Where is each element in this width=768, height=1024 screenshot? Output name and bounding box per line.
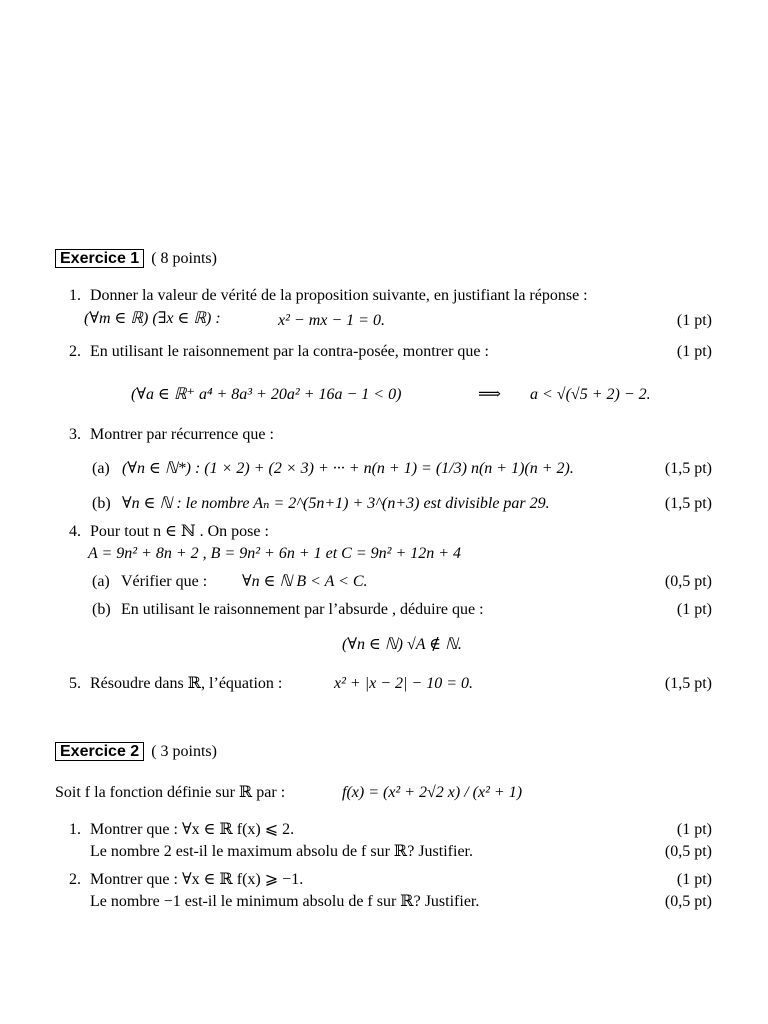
ex2-q2-line2: Le nombre −1 est-il le minimum absolu de f sur ℝ? Justifier. (90, 893, 480, 910)
ex2-q2-number: 2. (69, 871, 81, 888)
ex1-q1-formula-quantifiers: (∀m ∈ ℝ) (∃x ∈ ℝ) : (84, 310, 221, 327)
ex1-q4b-formula: (∀n ∈ ℕ) √A ∉ ℕ. (342, 636, 462, 653)
ex2-q2-points2: (0,5 pt) (664, 893, 712, 910)
ex2-intro-text: Soit f la fonction définie sur ℝ par : (55, 784, 286, 801)
ex2-q1-line1: Montrer que : ∀x ∈ ℝ f(x) ⩽ 2. (90, 821, 295, 838)
exercise-2-points: ( 3 points) (151, 743, 217, 760)
ex1-q4-number: 4. (69, 523, 81, 540)
ex1-q4a-formula: ∀n ∈ ℕ B < A < C. (242, 573, 368, 590)
ex1-q5-points: (1,5 pt) (664, 675, 712, 692)
exercise-1-header (55, 249, 217, 269)
ex1-q3a-label: (a) (92, 460, 110, 477)
ex1-q2-formula-left: (∀a ∈ ℝ⁺ a⁴ + 8a³ + 20a² + 16a − 1 < 0) (131, 386, 402, 403)
ex1-q3b-formula: ∀n ∈ ℕ : le nombre Aₙ = 2^(5n+1) + 3^(n+3) est divisible par 29. (122, 495, 550, 512)
ex2-q1-points1: (1 pt) (676, 821, 712, 838)
ex1-q2-text: En utilisant le raisonnement par la contra-posée, montrer que : (90, 343, 489, 360)
ex1-q3b-label: (b) (92, 495, 111, 512)
ex1-q1-points: (1 pt) (676, 312, 712, 329)
ex1-q3-text: Montrer par récurrence que : (90, 426, 274, 443)
ex1-q3a-formula: (∀n ∈ ℕ*) : (1 × 2) + (2 × 3) + ··· + n(n + 1) = (1/3) n(n + 1)(n + 2). (122, 460, 574, 477)
ex1-q5-formula: x² + |x − 2| − 10 = 0. (334, 675, 473, 692)
ex2-q1-points2: (0,5 pt) (664, 843, 712, 860)
ex1-q4-definitions: A = 9n² + 8n + 2 , B = 9n² + 6n + 1 et C = 9n² + 12n + 4 (88, 545, 462, 562)
ex1-q4a-points: (0,5 pt) (664, 573, 712, 590)
ex2-q2-line1: Montrer que : ∀x ∈ ℝ f(x) ⩾ −1. (90, 871, 304, 888)
ex1-q4-text: Pour tout n ∈ ℕ . On pose : (90, 523, 269, 540)
ex2-q1-number: 1. (69, 821, 81, 838)
exercise-2-header (55, 742, 217, 762)
ex1-q2-points: (1 pt) (676, 343, 712, 360)
ex1-q4b-points: (1 pt) (676, 601, 712, 618)
ex1-q4a-label: (a) (92, 573, 110, 590)
ex1-q5-text: Résoudre dans ℝ, l’équation : (90, 675, 283, 692)
ex1-q2-formula-right: a < √(√5 + 2) − 2. (530, 386, 651, 403)
ex2-q2-points1: (1 pt) (676, 871, 712, 888)
ex1-q1-formula-equation: x² − mx − 1 = 0. (278, 312, 385, 329)
ex1-q5-number: 5. (69, 675, 81, 692)
ex1-q2-number: 2. (69, 343, 81, 360)
exercise-1-label: Exercice 1 (55, 249, 144, 268)
ex1-q4a-text: Vérifier que : (121, 573, 208, 590)
exercise-1-points: ( 8 points) (151, 250, 217, 267)
ex1-q1-text: Donner la valeur de vérité de la proposition suivante, en justifiant la réponse : (90, 287, 588, 304)
ex2-function-formula: f(x) = (x² + 2√2 x) / (x² + 1) (342, 784, 523, 801)
ex1-q3b-points: (1,5 pt) (664, 495, 712, 512)
ex1-q3a-points: (1,5 pt) (664, 460, 712, 477)
ex1-q2-implies: ⟹ (478, 386, 501, 403)
ex1-q4b-label: (b) (92, 601, 111, 618)
ex1-q4b-text: En utilisant le raisonnement par l’absurde , déduire que : (121, 601, 484, 618)
ex1-q1-number: 1. (69, 287, 81, 304)
ex1-q3-number: 3. (69, 426, 81, 443)
ex2-q1-line2: Le nombre 2 est-il le maximum absolu de f sur ℝ? Justifier. (90, 843, 473, 860)
exercise-2-label: Exercice 2 (55, 742, 144, 761)
